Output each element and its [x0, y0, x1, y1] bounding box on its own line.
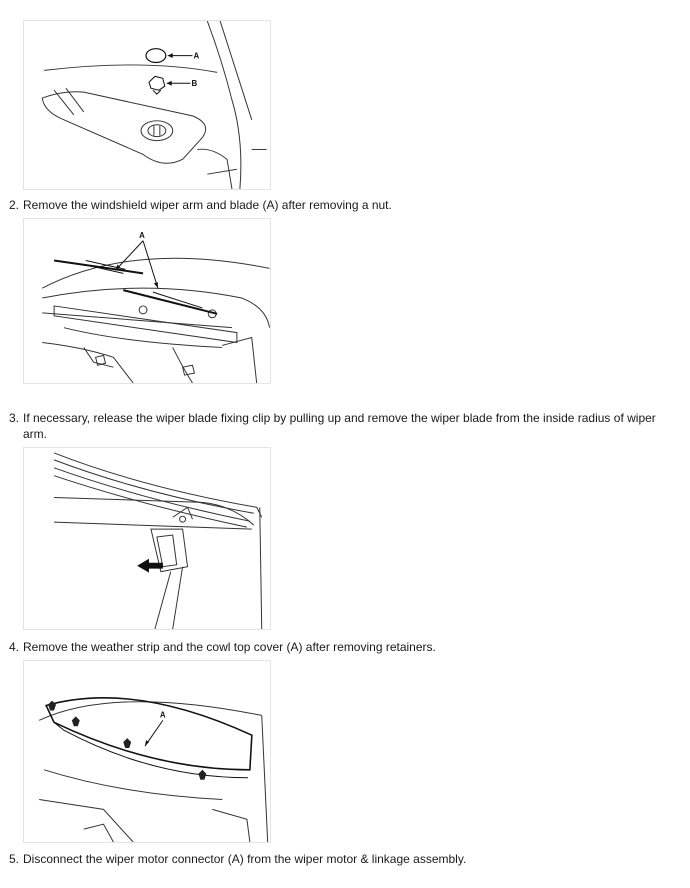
label-b: B	[191, 79, 198, 89]
step-number: 5.	[9, 852, 20, 866]
step-number: 3.	[9, 411, 20, 425]
cap-nut-illustration	[24, 21, 270, 189]
step-4	[9, 639, 681, 655]
step-text: Disconnect the wiper motor connector (A) from the wiper motor & linkage assembly.	[23, 852, 467, 866]
label-a: A	[193, 51, 200, 61]
label-a: A	[139, 230, 145, 240]
step-number: 2.	[9, 198, 20, 212]
figure-blade-clip	[23, 447, 271, 630]
wiper-blade-left	[54, 260, 143, 273]
step-5	[9, 851, 681, 867]
pull-arrow	[137, 559, 163, 573]
step-2	[9, 197, 681, 213]
cowl-cover-illustration	[24, 661, 270, 842]
step-text: Remove the windshield wiper arm and blade (A) after removing a nut.	[23, 198, 392, 212]
wiper-blade-right	[123, 290, 217, 314]
figure-wiper-arm	[23, 218, 271, 384]
step-3	[9, 410, 681, 442]
cap-part	[146, 49, 166, 63]
label-a: A	[159, 710, 166, 720]
step-text: Remove the weather strip and the cowl top cover (A) after removing retainers.	[23, 640, 436, 654]
step-text: If necessary, release the wiper blade fixing clip by pulling up and remove the wiper blade from the inside radius of wiper arm.	[23, 411, 656, 441]
retainers	[48, 701, 206, 780]
step-number: 4.	[9, 640, 20, 654]
nut-part	[149, 76, 165, 94]
wiper-arm-illustration	[24, 219, 270, 383]
figure-cowl-cover	[23, 660, 271, 843]
figure-cap-nut	[23, 20, 271, 190]
blade-clip-illustration	[24, 448, 270, 629]
